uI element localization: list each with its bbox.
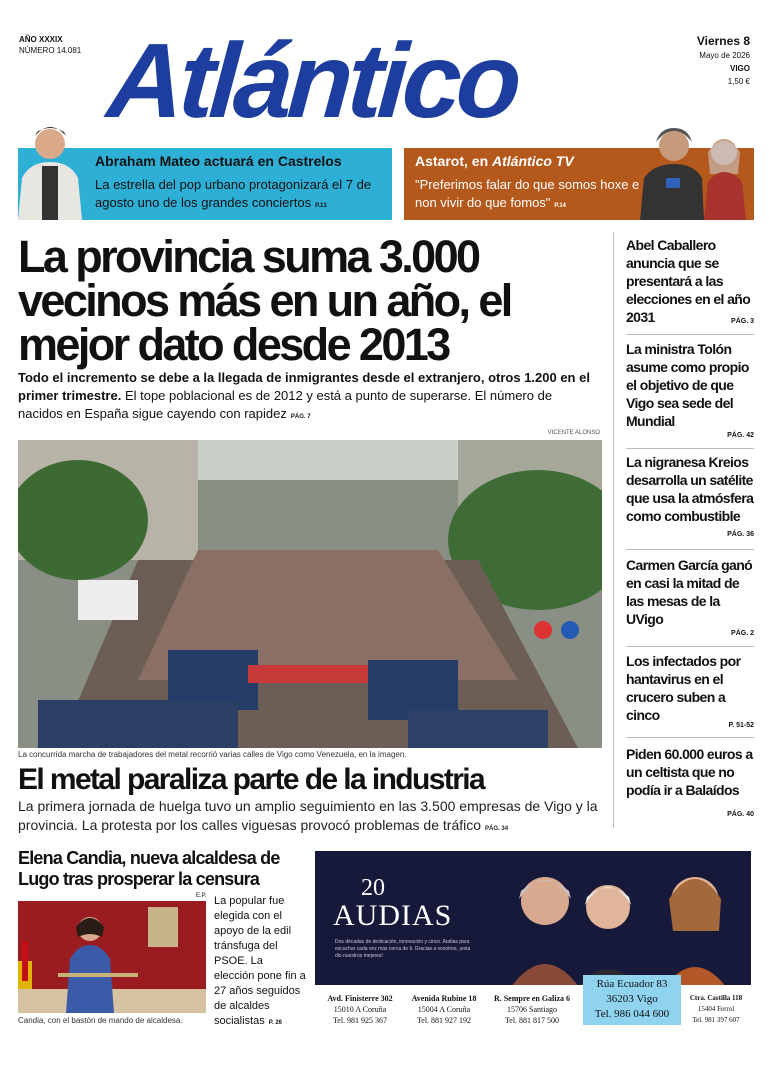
singer-photo [10,118,90,220]
audias-advertisement[interactable] [315,851,751,1027]
sidebar-briefs [613,232,753,828]
price: 1,50 € [727,77,750,86]
teaser-title: Abraham Mateo actuará en Castrelos [95,153,342,169]
brief-item[interactable]: Abel Caballero anuncia que se presentará a las elecciones en el año 2031 PÁG. 3 [626,237,754,325]
second-text: La primera jornada de huelga tuvo un amplio seguimiento en las 3.500 empresas de Vigo y la provincia. La protesta por los calles viguesas provocó problemas de tráfico PÁG. 34 [18,798,598,833]
teaser-abraham-mateo[interactable] [18,148,392,220]
ad-store: R. Sempre en Galiza 6 15706 Santiago Tel. 881 817 500 [493,994,571,1025]
third-photo[interactable] [18,901,206,1013]
teaser-astarot[interactable] [404,148,754,220]
ad-brand: AUDIAS [333,899,453,932]
band-photo [626,116,754,220]
third-text: La popular fue elegida con el apoyo de la edil tránsfuga del PSOE. La elección pone fin a 27 años seguidos de alcaldes socialistas P. 26 [214,895,306,1027]
ad-store: Avd. Finisterre 302 15010 A Coruña Tel. 981 925 367 [327,994,393,1025]
ad-tagline: Dos décadas de dedicación, innovación y cinco. Audias para escuchar cada vez más cerca de ti. Gracias a vosotros, ¡esta dio nuestros mejores! [335,939,471,959]
second-headline[interactable]: El metal paraliza parte de la industria [18,763,485,796]
third-headline[interactable]: Elena Candia, nueva alcaldesa de Lugo tras prosperar la censura [18,848,280,889]
month-year: Mayo de 2026 [699,51,750,60]
date-info [697,34,750,88]
newspaper-logo[interactable]: Atlántico [103,22,521,140]
ad-store: Avenida Rubine 18 15004 A Coruña Tel. 881 927 192 [411,994,477,1025]
teaser-title: Astarot, en Atlántico TV [415,153,574,169]
weekday-date: Viernes 8 [696,34,750,48]
brief-item[interactable]: Piden 60.000 euros a un celtista que no podía ir a Balaídos PÁG. 40 [626,746,754,818]
brief-item[interactable]: Los infectados por hantavirus en el crucero suben a cinco P. 51-52 [626,653,754,729]
issue-number: NÚMERO 14.081 [19,46,82,55]
lead-photo-caption: La concurrida marcha de trabajadores del metal recorrió varias calles de Vigo como Venezuela, en la imagen. [18,750,407,759]
third-photo-caption: Candia, con el bastón de mando de alcaldesa. [18,1016,183,1025]
brief-item[interactable]: La ministra Tolón asume como propio el objetivo de que Vigo sea sede del Mundial PÁG. 42 [626,341,754,439]
brief-item[interactable]: La nigranesa Kreios desarrolla un satélite que usa la atmósfera como combustible PÁG. 36 [626,454,754,538]
lead-subheadline: Todo el incremento se debe a la llegada de inmigrantes desde el extranjero, otros 1.200 en el primer trimestre. El tope poblacional es de 2012 y está a punto de superarse. El número de nacidos en España sigue cayendo con rapidez PÁG. 7 [18,370,590,421]
edition-info [19,34,81,56]
lead-headline[interactable]: La provincia suma 3.000 vecinos más en un año, el mejor dato desde 2013 [18,231,511,370]
lead-photo[interactable] [18,440,602,748]
ad-store-vigo: Rúa Ecuador 83 36203 Vigo Tel. 986 044 600 [583,975,681,1025]
ad-store: Ctra. Castilla 118 15404 Ferrol Tel. 981 397 607 [689,994,743,1024]
year-label: AÑO XXXIX [19,35,63,44]
teaser-text: "Preferimos falar do que somos hoxe e non vivir do que fomos" P.14 [415,177,640,210]
photo-credit: VICENTE ALONSO [547,430,600,436]
ad-anniversary: 20 [361,875,385,901]
brief-item[interactable]: Carmen García ganó en casi la mitad de las mesas de la UVigo PÁG. 2 [626,557,754,637]
teaser-text: La estrella del pop urbano protagonizará el 7 de agosto uno de los grandes conciertos P.13 [95,177,372,210]
third-photo-credit: E.P. [196,893,207,899]
edition-city: VIGO [729,64,750,73]
